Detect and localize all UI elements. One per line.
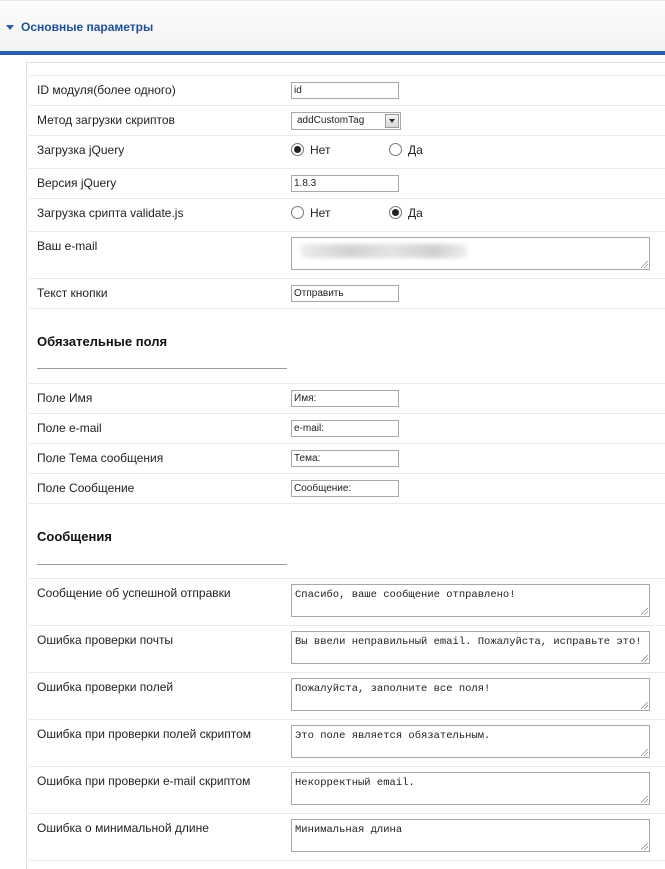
resize-grip-icon[interactable] bbox=[641, 261, 648, 268]
row-divider bbox=[29, 672, 665, 673]
row-divider bbox=[29, 860, 665, 861]
name-field-label: Поле Имя bbox=[37, 391, 93, 405]
message-field-input[interactable]: Сообщение: bbox=[291, 480, 399, 497]
row-divider bbox=[29, 308, 665, 309]
script-method-label: Метод загрузки скриптов bbox=[37, 113, 175, 127]
email-label: Ваш e-mail bbox=[37, 239, 98, 253]
row-divider bbox=[29, 473, 665, 474]
min-length-error-value: Минимальная длина bbox=[295, 824, 403, 836]
row-divider bbox=[29, 135, 665, 136]
section-separator bbox=[37, 368, 287, 369]
row-divider bbox=[29, 278, 665, 279]
subject-field-input[interactable]: Тема: bbox=[291, 450, 399, 467]
resize-grip-icon[interactable] bbox=[641, 702, 648, 709]
email-textarea[interactable] bbox=[291, 237, 650, 270]
min-length-error-label: Ошибка о минимальной длине bbox=[37, 821, 209, 835]
row-divider bbox=[29, 766, 665, 767]
resize-grip-icon[interactable] bbox=[641, 796, 648, 803]
collapse-triangle-icon[interactable] bbox=[6, 25, 14, 30]
email-error-value: Вы ввели неправильный email. Пожалуйста, исправьте это! bbox=[295, 636, 642, 648]
row-divider bbox=[29, 198, 665, 199]
fields-error-label: Ошибка проверки полей bbox=[37, 680, 174, 694]
row-divider bbox=[29, 443, 665, 444]
validate-load-no-label[interactable]: Нет bbox=[310, 206, 331, 220]
button-text-label: Текст кнопки bbox=[37, 286, 108, 300]
script-email-error-textarea[interactable] bbox=[291, 772, 650, 805]
row-divider bbox=[29, 231, 665, 232]
script-fields-error-textarea[interactable] bbox=[291, 725, 650, 758]
module-id-label: ID модуля(более одного) bbox=[37, 83, 176, 97]
script-fields-error-value: Это поле является обязательным. bbox=[295, 730, 491, 742]
jquery-load-no-label[interactable]: Нет bbox=[310, 143, 331, 157]
min-length-error-textarea[interactable] bbox=[291, 819, 650, 852]
script-email-error-label: Ошибка при проверки e-mail скриптом bbox=[37, 774, 251, 788]
required-section-title: Обязательные поля bbox=[37, 334, 168, 349]
subject-field-label: Поле Тема сообщения bbox=[37, 451, 164, 465]
message-field-label: Поле Сообщение bbox=[37, 481, 135, 495]
row-divider bbox=[29, 383, 665, 384]
row-divider bbox=[29, 168, 665, 169]
panel-header-underline bbox=[0, 51, 665, 55]
redacted-email-blur bbox=[300, 244, 468, 258]
row-divider bbox=[29, 578, 665, 579]
validate-load-no-radio[interactable] bbox=[291, 206, 304, 219]
validate-load-yes-radio[interactable] bbox=[389, 206, 402, 219]
resize-grip-icon[interactable] bbox=[641, 749, 648, 756]
jquery-load-yes-label[interactable]: Да bbox=[408, 143, 423, 157]
chevron-down-icon[interactable] bbox=[385, 114, 399, 128]
jquery-version-label: Версия jQuery bbox=[37, 176, 117, 190]
section-separator bbox=[37, 564, 287, 565]
resize-grip-icon[interactable] bbox=[641, 843, 648, 850]
messages-section-title: Сообщения bbox=[37, 529, 112, 544]
email-error-label: Ошибка проверки почты bbox=[37, 633, 174, 647]
button-text-input[interactable]: Отправить bbox=[291, 285, 399, 302]
success-message-textarea[interactable] bbox=[291, 584, 650, 617]
panel-title[interactable]: Основные параметры bbox=[21, 20, 154, 34]
jquery-version-input[interactable]: 1.8.3 bbox=[291, 175, 399, 192]
script-method-select[interactable] bbox=[291, 112, 401, 130]
script-method-value: addCustomTag bbox=[297, 115, 365, 126]
resize-grip-icon[interactable] bbox=[641, 655, 648, 662]
row-divider bbox=[29, 625, 665, 626]
success-message-value: Спасибо, ваше сообщение отправлено! bbox=[295, 589, 516, 601]
row-divider bbox=[29, 503, 665, 504]
fields-error-textarea[interactable] bbox=[291, 678, 650, 711]
module-id-input[interactable]: id bbox=[291, 82, 399, 99]
script-fields-error-label: Ошибка при проверки полей скриптом bbox=[37, 727, 252, 741]
name-field-input[interactable]: Имя: bbox=[291, 390, 399, 407]
jquery-load-label: Загрузка jQuery bbox=[37, 143, 125, 157]
email-field-input[interactable]: e-mail: bbox=[291, 420, 399, 437]
row-divider bbox=[29, 719, 665, 720]
row-divider bbox=[29, 813, 665, 814]
success-message-label: Сообщение об успешной отправки bbox=[37, 586, 231, 600]
jquery-load-no-radio[interactable] bbox=[291, 143, 304, 156]
script-email-error-value: Некорректный email. bbox=[295, 777, 415, 789]
panel-header[interactable] bbox=[0, 0, 665, 52]
email-field-label: Поле e-mail bbox=[37, 421, 102, 435]
row-divider bbox=[29, 105, 665, 106]
email-error-textarea[interactable] bbox=[291, 631, 650, 664]
jquery-load-yes-radio[interactable] bbox=[389, 143, 402, 156]
row-divider bbox=[29, 75, 665, 76]
row-divider bbox=[29, 413, 665, 414]
validate-load-label: Загрузка срипта validate.js bbox=[37, 206, 184, 220]
resize-grip-icon[interactable] bbox=[641, 608, 648, 615]
fields-error-value: Пожалуйста, заполните все поля! bbox=[295, 683, 491, 695]
validate-load-yes-label[interactable]: Да bbox=[408, 206, 423, 220]
